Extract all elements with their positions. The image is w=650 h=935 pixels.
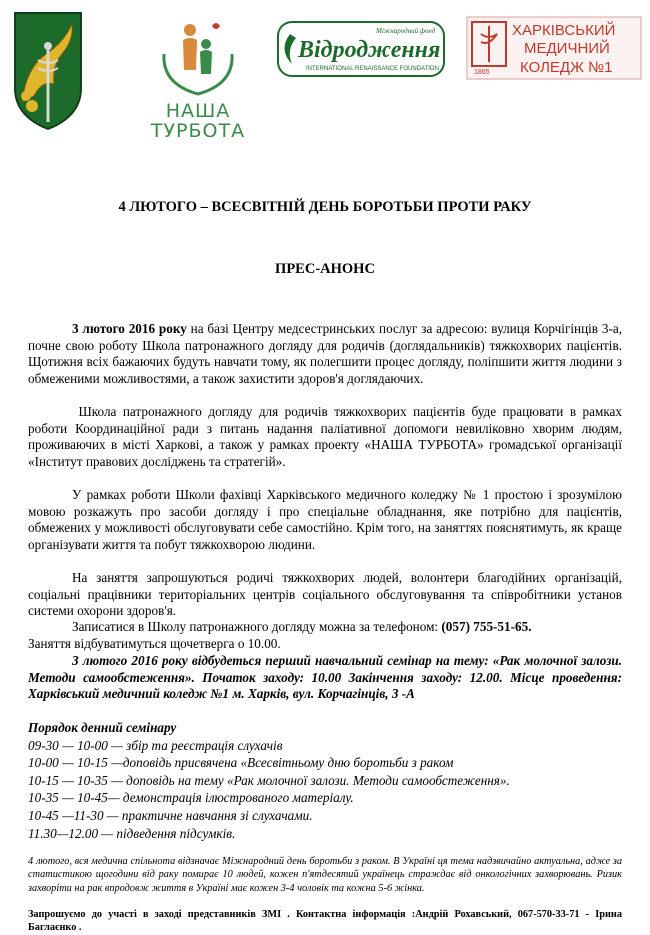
agenda-item: 10-45 —11-30 — практичне навчання зі слухачами. — [28, 807, 313, 823]
med-line1-text: ХАРКІВСЬКИЙ — [512, 22, 616, 39]
caring-hands-icon — [156, 14, 240, 96]
nasha-turbota-logo — [148, 14, 248, 142]
page-heading: 4 ЛЮТОГО – ВСЕСВІТНІЙ ДЕНЬ БОРОТЬБИ ПРОТИ РАКУ — [118, 199, 532, 215]
seminar-agenda — [28, 719, 628, 842]
press-announce-subheading: ПРЕС-АНОНС — [275, 261, 375, 277]
seminar-text: 3 лютого 2016 року відбудеться перший навчальний семінар на тему: «Рак молочної залози. Методи самообстеження». Початок заходу: 10.00 Закінчення заходу: 12.00. Місце проведення: Харківський медичний коледж №1 м. Харків, вул. Корчагінців, 3 -А — [28, 653, 622, 702]
agenda-item: 11.30—12.00 — підведення підсумків. — [28, 825, 236, 841]
coat-of-arms-icon — [12, 10, 84, 132]
paragraph-intro — [28, 321, 622, 387]
agenda-item: 10-15 — 10-35 — доповідь на тему «Рак молочної залози. Методи самообстеження». — [28, 772, 510, 788]
agenda-item: 10-35 — 10-45— демонстрація ілюстрованого матеріалу. — [28, 790, 354, 806]
paragraph-college — [28, 487, 622, 553]
registration-text: Записатися в Школу патронажного догляду можна за телефоном: — [72, 619, 442, 634]
medical-college-emblem — [466, 16, 642, 80]
paragraph-seminar — [28, 653, 622, 703]
med-line2-text: МЕДИЧНИЙ — [524, 40, 610, 57]
contact-text: Запрошуємо до участі в заході представників ЗМІ . Контактна інформація :Андрій Рохавський, 067-570-33-71 - Ірина Баглаєнко . — [28, 909, 622, 934]
vidrodzhennia-emblem — [276, 20, 446, 78]
vidr-foundation-text: INTERNATIONAL RENAISSANCE FOUNDATION — [306, 66, 439, 72]
invitees-text: На заняття запрошуються родичі тяжкохворих людей, волонтери благодійних організацій, соціальні працівники територіальних центрів соціального обслуговування та співробітники установ системи охорони здоров'я. — [28, 570, 622, 619]
school-text: Школа патронажного догляду для родичів тяжкохворих пацієнтів буде працювати в рамках роботи Координаційної ради з питань надання паліативної допомоги невиліковно хворим людям, проживаючих в місті Харкові, а також у рамках проекту «НАША ТУРБОТА» громадської організації «Інститут правових досліджень та стратегій». — [28, 404, 622, 469]
agenda-title: Порядок денний семінару — [28, 720, 177, 735]
med-year-text: 1865 — [474, 69, 490, 76]
medical-college-logo — [466, 16, 642, 80]
agenda-item: 09-30 — 10-00 — збір та реєстрація слухачів — [28, 737, 283, 753]
footnote-text: 4 лютого, вся медична спільнота відзначає Міжнародний день боротьби з раком. В Україні ця тема надзвичайно актуальна, адже за статистикою щогодини від раку помирає 10 людей, кожен п'ятдесятий українець страждає від онкологічних захворювань. Ризик захворіти на рак впродовж життя в Україні має кожен 3-4 чоловік та кожна 5-6 жінка. — [28, 856, 622, 894]
contact-info — [28, 908, 622, 935]
vidr-name-text: Відродження — [298, 37, 441, 63]
vidr-small-text: Міжнародний фонд — [376, 27, 436, 35]
kharkiv-coat-of-arms-logo — [12, 10, 84, 132]
registration-phone: (057) 755-51-65. — [441, 619, 532, 634]
intro-date: 3 лютого 2016 року — [72, 321, 187, 336]
intro-text: на базі Центру медсестринських послуг за адресою: вулиця Корчігінців 3-а, почне свою роботу Школа патронажного догляду для родичів (доглядальників) тяжкохворих пацієнтів. Щотижня всіх бажаючих будуть навчати тому, як полегшити процес догляду, поліпшити життя людини з обмеженими можливостями, а також захистити здоров'я доглядаючих. — [28, 321, 623, 386]
college-text: У рамках роботи Школи фахівці Харківського медичного коледжу № 1 простою і зрозумілою мовою розкажуть про засоби догляду і про спеціальне обладнання, яке потрібно для пацієнтів, обмежених у можливості обслуговувати себе самостійно. Крім того, на заняттях пояснятимуть, як краще організувати життя та побут тяжкохворою людини. — [28, 487, 622, 552]
nasha-logo-line1: НАША — [165, 100, 231, 122]
paragraph-registration — [28, 619, 622, 652]
paragraph-school — [28, 404, 622, 470]
logo-bar — [0, 0, 650, 150]
med-line3-text: КОЛЕДЖ №1 — [520, 59, 613, 76]
registration-schedule: Заняття відбуватимуться щочетверга о 10.00. — [28, 635, 281, 651]
nasha-logo-line2: ТУРБОТА — [150, 120, 246, 142]
footnote — [28, 855, 622, 895]
vidrodzhennia-logo — [276, 20, 446, 78]
agenda-item: 10-00 — 10-15 —доповідь присвячена «Всесвітньому дню боротьби з раком — [28, 755, 454, 771]
paragraph-invitees — [28, 570, 622, 620]
